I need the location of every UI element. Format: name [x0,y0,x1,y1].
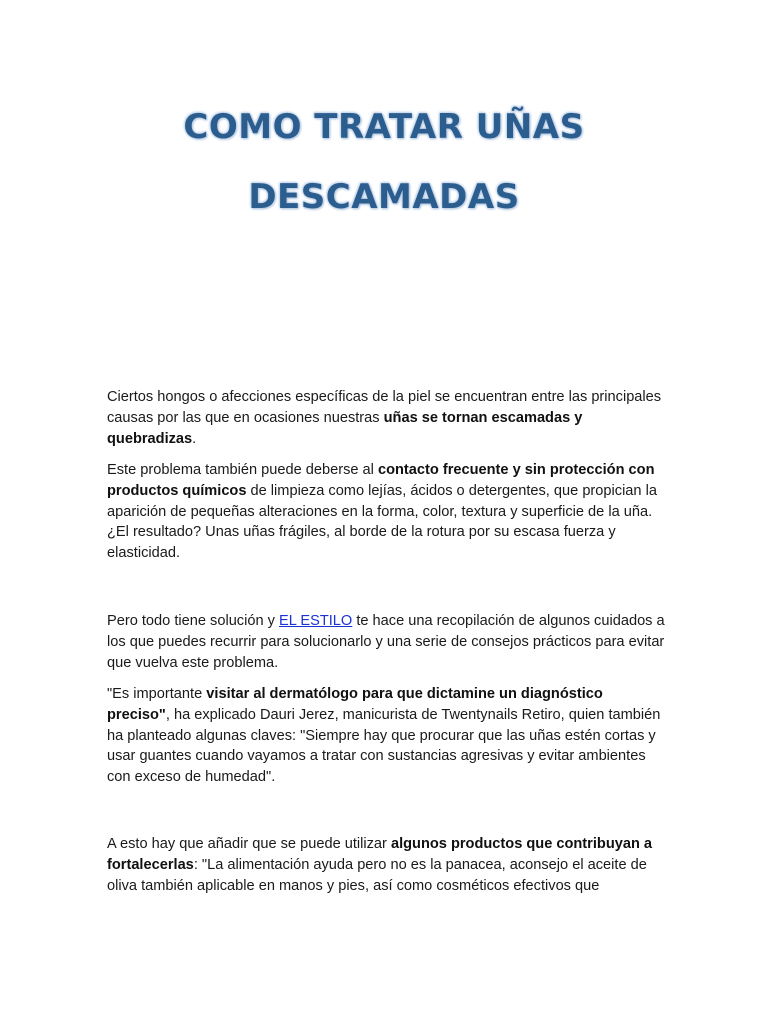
paragraph-causes [107,387,667,449]
paragraph-text: . [192,430,197,447]
paragraph-text: "Es importante [107,686,207,702]
paragraph-text: de limpieza como lejías, ácidos o detergentes, que propician la aparición de pequeñas alteraciones en la forma, color, textura y superficie de la uña. ¿El resultado? Unas uñas frágiles, al borde de la rotura por su escasa fuerza y elasticidad. [107,482,657,562]
bold-phrase: uñas se tornan escamadas y quebradizas [107,409,583,447]
paragraph-text: A esto hay que añadir que se puede utilizar [107,836,391,852]
bold-phrase: contacto frecuente y sin protección con productos químicos [107,462,655,499]
document-title-line-2: DESCAMADAS [248,177,520,217]
paragraph-products [107,834,667,896]
paragraph-chemicals [107,460,667,564]
bold-phrase: visitar al dermatólogo para que dictamine un diagnóstico preciso" [107,686,603,723]
paragraph-text: Ciertos hongos o afecciones específicas de la piel se encuentran entre las principales causas por las que en ocasiones nuestras [107,389,662,426]
paragraph-text: te hace una recopilación de algunos cuidados a los que puedes recurrir para solucionarlo y una serie de consejos prácticos para evitar que vuelva este problema. [107,613,665,671]
paragraph-text: Pero todo tiene solución y [107,613,279,629]
paragraph-text: : "La alimentación ayuda pero no es la panacea, aconsejo el aceite de oliva también aplicable en manos y pies, así como cosméticos efectivos que [107,856,647,894]
el-estilo-link[interactable]: EL ESTILO [279,613,353,629]
bold-phrase: algunos productos que contribuyan a fortalecerlas [107,836,653,873]
paragraph-text: Este problema también puede deberse al [107,462,378,478]
paragraph-dermatologist [107,684,667,788]
paragraph-text: , ha explicado Dauri Jerez, manicurista de Twentynails Retiro, quien también ha planteado algunas claves: "Siempre hay que procurar que las uñas estén cortas y usar guantes cuando vayamos a tratar con sustancias agresivas y evitar ambientes con exceso de humedad". [107,706,661,786]
document-title-line-1: COMO TRATAR UÑAS [183,107,585,147]
paragraph-solution [107,611,667,673]
